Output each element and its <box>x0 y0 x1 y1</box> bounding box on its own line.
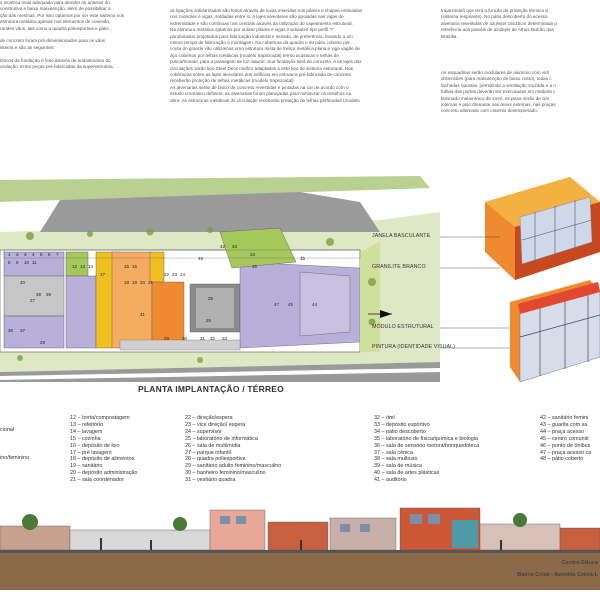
room-number: 40 <box>20 280 26 285</box>
legend-item: 13 – refeitório <box>70 421 103 428</box>
room-number: 35 <box>252 264 258 269</box>
legend-item: 32 – dml <box>374 415 395 421</box>
legend-item: 16 – depósito de lixo <box>70 442 120 449</box>
text-line: trapezoidal) que terá a função de proteção térmica d <box>441 8 548 13</box>
footer-title: Centro Educa <box>561 560 598 566</box>
legend-item: 20 – depósito administração <box>70 470 138 477</box>
text-line: coberturas sobre as lajes alveolares dos edifícios em estrutura pré-fabricada de concreto <box>170 72 352 78</box>
text-line: circulações serão tipo Steel Deck melhor adaptadas a este tipo de sistema estrutural. Nas <box>170 65 354 71</box>
legend-item: 46 – ponto de ônibus <box>540 442 591 449</box>
room-number: 29 <box>164 336 170 341</box>
room-number: 38 <box>36 292 42 297</box>
text-line: dimensões (para manutenção de baixo custo), todas c <box>441 76 552 82</box>
legend-item <box>0 434 29 441</box>
legend-item: 39 – sala de música <box>374 463 422 470</box>
room-number: 30 <box>182 336 188 341</box>
legend-item: 14 – lavagem <box>70 428 103 435</box>
legend-item: 37 – sala cênica <box>374 449 413 456</box>
text-line: concreto alternado com cimento desempenado. <box>441 108 539 114</box>
text-line: internas e piso drenante nas áreas externas, nas praças <box>441 102 556 108</box>
legend-item: 28 – quadra poliesportiva <box>185 456 246 463</box>
text-line: menor tempo de fabricação e montagem. Na cobertura da quadra e do pátio coberto por <box>170 40 350 46</box>
room-number: 43 <box>232 244 238 249</box>
legend-item: 35 – laboratório de física/química e biologia <box>374 435 478 442</box>
room-number: 2 <box>16 252 19 257</box>
room-number: 10 <box>24 260 30 265</box>
text-line: receberão proteção de telhas metálicas (modelo trapezoidal). <box>170 78 295 84</box>
room-number: 25 <box>208 296 214 301</box>
legend-item: cional <box>0 427 15 433</box>
room-number: 11 <box>32 260 37 265</box>
legend-item: 41 – auditório <box>374 477 407 484</box>
legend-item: 25 – laboratório de informática <box>185 435 258 442</box>
room-number: 15 <box>124 264 130 269</box>
room-number: 27 <box>30 298 36 303</box>
room-number: 46 <box>300 256 306 261</box>
site-plan-labels <box>0 172 440 382</box>
text-line: nos consoles e vigas, soldadas entre si. A lajes alveolares são apoiadas nas vigas de <box>170 14 344 20</box>
label-granilite-branco: GRANILITE BRANCO <box>372 264 426 270</box>
legend-column-5 <box>540 415 591 463</box>
legend-item: 42 – sanitário femini <box>540 415 589 421</box>
legend-item: 31 – vestiário quadra <box>185 477 236 484</box>
legend-item: 24 – supervisor <box>185 428 222 435</box>
legend-item: 29 – sanitário adulto feminino/masculino <box>185 463 282 470</box>
legend-item: 26 – sala de multimídia <box>185 442 241 449</box>
room-number: 13 <box>80 264 86 269</box>
legend-item: 36 – sala de sensório motora/brinquedoteca <box>374 442 480 449</box>
legend-item: 40 – sala de artes plásticas <box>374 470 440 477</box>
room-number: 22 <box>164 272 170 277</box>
text-line: blocos de fundação é feito através de embutimento do <box>0 57 111 63</box>
text-line: estrutura metálica apenas nos elementos de conexão, <box>0 19 111 25</box>
room-number: 19 <box>132 280 138 285</box>
text-line: estudo cromático definido, as alvenarias foram planejadas para minimizar os entulhos na <box>170 91 352 97</box>
room-number: 26 <box>206 318 212 323</box>
text-line: As esquadrias serão modulares de alumínio com vidr <box>441 70 550 75</box>
text-line: construtiva e baixa manutenção, além de possibilitar a <box>0 6 111 12</box>
room-number: 4 <box>32 252 35 257</box>
legend-column-2 <box>70 415 137 484</box>
room-number: 5 <box>40 252 43 257</box>
room-number: 12 <box>72 264 78 269</box>
label-janela-basculante: JANELA BASCULANTE <box>372 233 431 239</box>
text-line: extremidade e são contínuas nos centrais através da utilização do capeamento estrutural. <box>170 20 353 26</box>
room-number: 37 <box>20 328 26 333</box>
room-number: 24 <box>180 272 186 277</box>
text-line: Brasília. <box>441 33 458 39</box>
text-line: As alvenarias serão de bloco de concreto revestidas e pintadas na cor de acordo com o <box>170 84 349 90</box>
legend-item: 23 – vice direção/ espera <box>185 421 246 428</box>
intro-text-column <box>0 0 155 70</box>
axonometric-details <box>440 172 600 392</box>
legend-item: 12 – horta/compostagem <box>70 415 130 421</box>
room-number: 47 <box>274 302 280 307</box>
legend-column-4 <box>374 415 479 484</box>
text-line: fachadas opostas, permitindo a ventilação cruzada e a n <box>441 82 556 88</box>
room-number: 17 <box>100 272 106 277</box>
legend-item: 27 – parque infantil <box>185 449 231 456</box>
room-number: 48 <box>198 256 204 261</box>
legend-item: 38 – sala multiuso <box>374 456 418 463</box>
room-number: 28 <box>40 340 46 345</box>
room-number: 41 <box>140 312 146 317</box>
legend-item: 15 – cozinha <box>70 435 101 442</box>
section-elevation <box>0 500 600 590</box>
legend-item: 45 – centro comuniti <box>540 435 589 442</box>
text-line: undação. Entre peças pré-fabricadas da superestrutura, <box>0 64 114 70</box>
room-number: 6 <box>48 252 51 257</box>
footer-address: Bairro Crixá - Avenida Criixá-L <box>517 572 598 578</box>
room-number: 9 <box>16 260 19 265</box>
legend-item: 48 – pátio coberto <box>540 456 584 463</box>
legend-item: 47 – praça acesso ca <box>540 449 592 456</box>
room-number: 33 <box>222 336 228 341</box>
text-line: randes vãos, tais como a quadra poliesportiva e pátio <box>0 25 109 31</box>
room-number: 34 <box>250 252 256 257</box>
text-line: istema e são as seguintes: <box>0 44 55 50</box>
plan-title: PLANTA IMPLANTAÇÃO / TÉRREO <box>138 384 284 394</box>
materials-text-column <box>441 8 600 40</box>
text-line: obra. As estruturas metálicas de circulação receberão proteção de telhas perfuradas (modelo <box>170 97 360 103</box>
text-line: folhas das portas deverão ser executadas em madeira c <box>441 89 556 95</box>
room-number: 23 <box>172 272 178 277</box>
text-line: laminado melamínico de 1mm, os pisos serão de cim <box>441 95 550 101</box>
room-number: 16 <box>132 264 138 269</box>
legend-column-3 <box>185 415 281 484</box>
label-modulo-estrutural: MÓDULO ESTRUTURAL <box>372 324 434 330</box>
room-number: 1 <box>8 252 11 257</box>
room-number: 44 <box>312 302 318 307</box>
frames-text-column <box>441 70 600 115</box>
room-number: 39 <box>46 292 52 297</box>
legend-item: 43 – guarita com sa <box>540 421 588 428</box>
legend-item: 18 – depósito de alimentos <box>70 456 135 463</box>
text-line: aço cobertos por telhas metálicas (modelo trapezoidal) termo acústicas e telhas de <box>170 52 339 58</box>
legend-item: 17 – pré lavagem <box>70 449 112 456</box>
text-line: alvenaria revestidas de azulejos 15x15cm determinada p <box>441 20 557 26</box>
text-line: as ligações solidarizadas são feitos através de luvas inseridas nos pilares e chapas embutidas <box>170 8 363 13</box>
legend-item: 44 – praça acesso <box>540 428 585 435</box>
text-line: (sistema respirante). No pátio descoberto do acesso <box>441 14 548 20</box>
room-number: 21 <box>148 280 154 285</box>
legend-item: 30 – banheiro feminino/masculino <box>185 470 266 477</box>
legend-item: ino/feminino <box>0 454 30 461</box>
structure-text-column <box>170 8 435 104</box>
room-number: 8 <box>8 260 11 265</box>
text-line: referência aos painéis de azulejos de Athos Bulcão que <box>441 27 554 33</box>
legend-item: 22 – direção/espera <box>185 415 233 421</box>
text-line: ção das mesmas. Por isso optamos por ser este sistema nos <box>0 12 125 18</box>
legend-column-1 <box>0 427 29 462</box>
room-number: 18 <box>124 280 130 285</box>
room-number: 20 <box>140 280 146 285</box>
text-line: parafusados projetados para fabricação industrial e seriada, de preferência, levando a um <box>170 33 353 39</box>
room-number: 36 <box>8 328 14 333</box>
room-number: 32 <box>210 336 216 341</box>
room-number: 31 <box>200 336 206 341</box>
legend-item <box>0 448 29 455</box>
text-line: s mostrou mais adequada para atender os anseios do <box>0 0 110 5</box>
text-line: Na estrutura metálica optamos por utilizar pilares e vigas modulares tipo perfil "I" <box>170 27 335 33</box>
room-number: 7 <box>56 252 59 257</box>
label-pintura: PINTURA (IDENTIDADE VISUAL) <box>372 344 456 350</box>
room-number: 45 <box>288 302 294 307</box>
legend-item: 21 – sala coordenador <box>70 477 124 484</box>
room-number: 14 <box>88 264 94 269</box>
legend-item: 34 – pátio descoberto <box>374 428 426 435</box>
legend-item: 33 – depósito esportivo <box>374 421 430 428</box>
text-line: policarbonato, para a passagem de luz natural. Sua fundação será de concreto, e as lajes das <box>170 59 362 65</box>
text-line: de concreto foram pré-dimensionados para os vãos <box>0 38 105 44</box>
room-number: 3 <box>24 252 27 257</box>
legend-item <box>0 441 29 448</box>
text-line: conta do grande vão utilizamos uma estrutura mista de treliça metálica plana e viga vagão de <box>170 46 360 52</box>
legend-item: 19 – sanitário <box>70 463 103 470</box>
room-number: 42 <box>220 244 226 249</box>
